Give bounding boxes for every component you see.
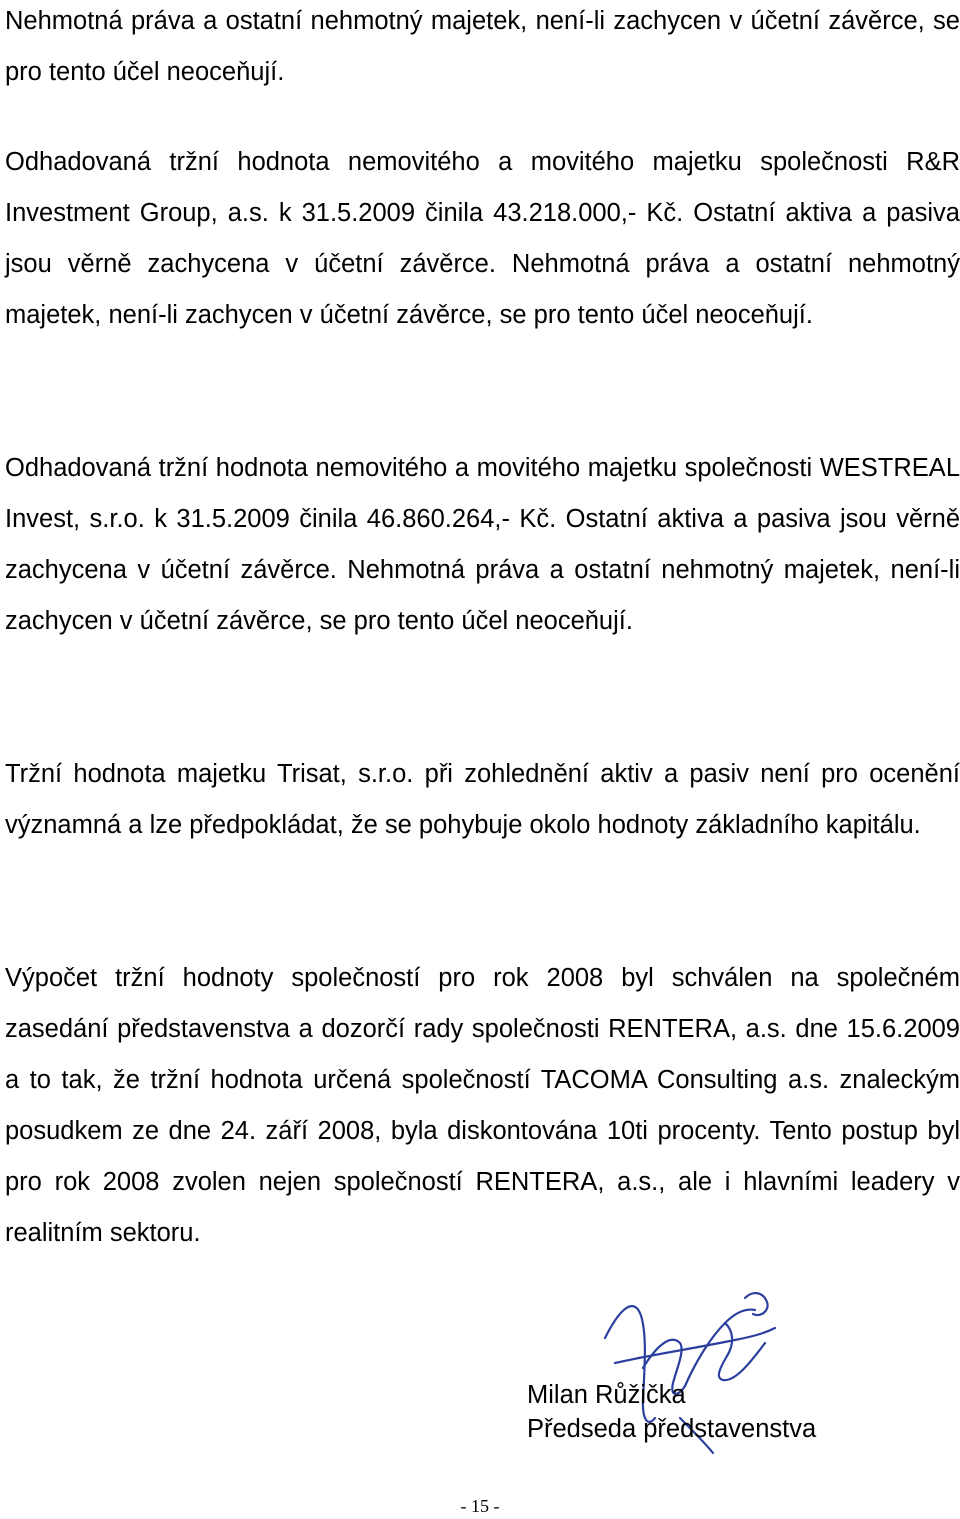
paragraph-rr-investment: Odhadovaná tržní hodnota nemovitého a movitého majetku společnosti R&R Investment Group, a.s. k 31.5.2009 činila 43.218.000,- Kč. Ostatní aktiva a pasiva jsou věrně zachycena v účetní závěrce. Nehmotná práva a ostatní nehmotný majetek, není-li zachycen v účetní závěrce, se pro tento účel neoceňují. (5, 148, 960, 329)
paragraph-intangible-assets: Nehmotná práva a ostatní nehmotný majetek, není-li zachycen v účetní závěrce, se pro tento účel neoceňují. (5, 7, 960, 86)
paragraph-valuation-method: Výpočet tržní hodnoty společností pro rok 2008 byl schválen na společném zasedání představenstva a dozorčí rady společnosti RENTERA, a.s. dne 15.6.2009 a to tak, že tržní hodnota určená společností TACOMA Consulting a.s. znaleckým posudkem ze dne 24. září 2008, byla diskontována 10ti procenty. Tento postup byl pro rok 2008 zvolen nejen společností RENTERA, a.s., ale i hlavními leadery v realitním sektoru. (5, 964, 960, 1247)
paragraph-westreal: Odhadovaná tržní hodnota nemovitého a movitého majetku společnosti WESTREAL Invest, s.r.o. k 31.5.2009 činila 46.860.264,- Kč. Ostatní aktiva a pasiva jsou věrně zachycena v účetní závěrce. Nehmotná práva a ostatní nehmotný majetek, není-li zachycen v účetní závěrce, se pro tento účel neoceňují. (5, 454, 960, 635)
page-number: - 15 - (460, 1496, 500, 1516)
paragraph-trisat: Tržní hodnota majetku Trisat, s.r.o. při zohlednění aktiv a pasiv není pro ocenění významná a lze předpokládat, že se pohybuje okolo hodnoty základního kapitálu. (5, 760, 960, 839)
signer-block (527, 1378, 816, 1446)
signer-title: Předseda představenstva (527, 1415, 817, 1443)
signer-name: Milan Růžička (527, 1381, 686, 1409)
